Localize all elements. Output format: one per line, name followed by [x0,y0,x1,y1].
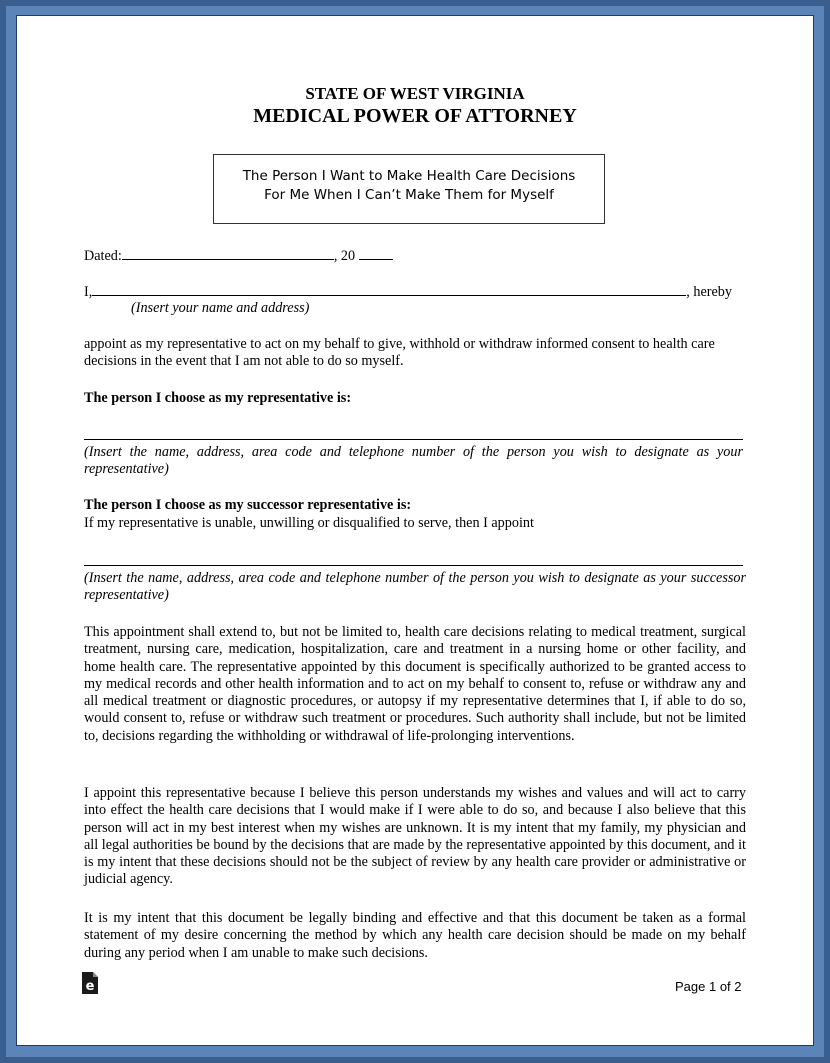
document-e-icon [81,971,99,995]
representative-hint: (Insert the name, address, area code and telephone number of the person you wish to designate as your representative) [84,444,743,478]
section-box [213,154,605,224]
successor-heading: The person I choose as my successor representative is: [84,497,412,513]
successor-field[interactable] [84,565,743,566]
name-prefix: I, [84,284,93,300]
name-suffix: , hereby [686,284,732,300]
state-heading: STATE OF WEST VIRGINIA [305,84,525,103]
representative-heading: The person I choose as my representative is: [84,390,352,406]
section-box-line-2: For Me When I Can’t Make Them for Myself [264,187,554,203]
year-prefix: , 20 [333,248,356,264]
name-line [84,283,732,301]
successor-hint: (Insert the name, address, area code and telephone number of the person you wish to designate as your successor representative) [84,570,746,604]
date-field[interactable] [122,247,334,260]
section-box-line-1: The Person I Want to Make Health Care Decisions [242,168,576,184]
year-field[interactable] [359,247,393,260]
representative-field[interactable] [84,439,743,440]
page-number: Page 1 of 2 [675,979,742,994]
paragraph-scope: This appointment shall extend to, but not be limited to, health care decisions relating to medical treatment, surgical treatment, nursing care, medication, hospitalization, care and treatment in a nursing home or other facility, and home health care. The representative appointed by this document is specifically authorized to be granted access to my medical records and other health information and to act on my behalf to consent to, refuse or withdraw any and all medical treatment or diagnostic procedures, or autopsy if my representative determines that I, if able to do so, would consent to, refuse or withdraw such treatment or procedures. Such authority shall include, but not be limited to, decisions regarding the withholding or withdrawal of life-prolonging interventions. [84,624,746,744]
name-address-field[interactable] [92,283,686,296]
paragraph-intent: It is my intent that this document be legally binding and effective and that this document be taken as a formal statement of my desire concerning the method by which any health care decision should be made on my behalf during any period when I am unable to make such decisions. [84,910,746,961]
name-hint: (Insert your name and address) [131,300,310,316]
appoint-text: appoint as my representative to act on my behalf to give, withhold or withdraw informed consent to health care decisions in the event that I am not able to do so myself. [84,336,715,370]
svg-text:e: e [85,979,95,994]
dated-line [84,247,393,265]
dated-label: Dated: [84,248,122,264]
document-title: MEDICAL POWER OF ATTORNEY [253,105,577,127]
successor-text: If my representative is unable, unwilling or disqualified to serve, then I appoint [84,515,534,531]
paragraph-reason: I appoint this representative because I believe this person understands my wishes and values and will act to carry into effect the health care decisions that I would make if I were able to do so, and because I also believe that this person will act in my best interest when my wishes are unknown. It is my intent that my family, my physician and all legal authorities be bound by the decisions that are made by the representative appointed by this document, and it is my intent that these decisions should not be the subject of review by any health care provider or administrative or judicial agency. [84,785,746,888]
